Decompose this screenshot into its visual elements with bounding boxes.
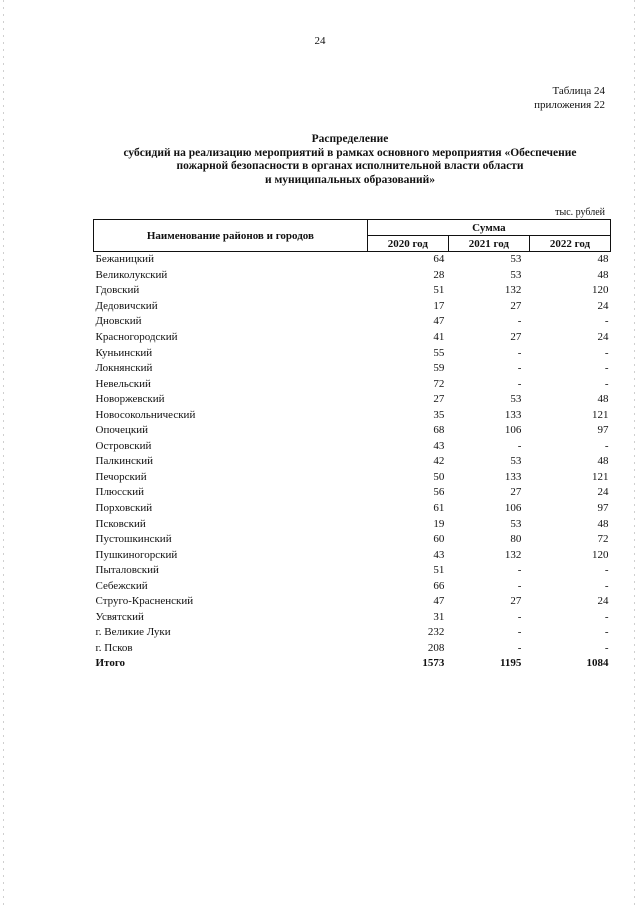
value-2021-cell: 53 xyxy=(510,253,522,266)
district-name-cell: Палкинский xyxy=(95,455,154,468)
table-row xyxy=(94,470,611,486)
district-name-cell: Красногородский xyxy=(95,331,178,343)
district-name-cell: Куньинский xyxy=(95,346,153,359)
value-2020-cell: 56 xyxy=(433,486,445,499)
value-2020-cell: 50 xyxy=(433,470,445,483)
table-row xyxy=(94,423,611,439)
value-2022-cell: 24 xyxy=(597,486,609,499)
title-line-4: и муниципальных образований» xyxy=(264,173,436,186)
district-name-cell: Себежский xyxy=(95,579,148,592)
value-2021-cell: - xyxy=(517,362,522,375)
value-2022-cell: 48 xyxy=(597,455,609,468)
value-2022-cell: - xyxy=(604,626,609,639)
value-2022-cell: 97 xyxy=(597,502,609,515)
header-year-2021: 2021 год xyxy=(448,236,529,252)
value-2020-cell: 17 xyxy=(433,299,445,312)
value-2022-cell: 121 xyxy=(592,408,609,421)
value-2021-cell: 1195 xyxy=(500,657,522,670)
district-name-cell: Итого xyxy=(95,657,126,670)
value-2021-cell: 53 xyxy=(510,268,522,281)
value-2020-cell: 60 xyxy=(433,533,445,546)
table-body xyxy=(94,252,611,672)
value-2022-cell: 48 xyxy=(597,393,609,406)
value-2021-cell: 27 xyxy=(510,595,522,608)
value-2022-cell: - xyxy=(604,377,609,390)
value-2020-cell: 61 xyxy=(433,502,445,515)
value-2022-cell: - xyxy=(604,439,609,452)
scan-margin-left xyxy=(3,0,4,905)
value-2021-cell: 27 xyxy=(510,486,522,499)
table-row xyxy=(94,594,611,610)
district-name-cell: Новоржевский xyxy=(95,393,165,406)
table-row xyxy=(94,268,611,284)
table-row xyxy=(94,361,611,377)
value-2021-cell: - xyxy=(517,564,522,577)
district-name-cell: Плюсский xyxy=(95,486,145,499)
document-title xyxy=(70,133,630,187)
district-name-cell: Гдовский xyxy=(95,284,140,297)
value-2022-cell: - xyxy=(604,610,609,623)
value-2022-cell: - xyxy=(604,346,609,359)
value-2021-cell: 132 xyxy=(504,284,522,297)
value-2020-cell: 43 xyxy=(433,439,445,452)
subsidy-table xyxy=(93,219,611,672)
annex-reference xyxy=(534,84,605,112)
value-2020-cell: 19 xyxy=(433,517,445,530)
district-name-cell: Локнянский xyxy=(95,362,153,375)
title-line-1: Распределение xyxy=(311,133,389,145)
unit-label: тыс. рублей xyxy=(555,207,605,218)
value-2020-cell: 51 xyxy=(433,564,445,577)
value-2021-cell: 133 xyxy=(504,470,522,483)
value-2022-cell: 48 xyxy=(597,517,609,530)
district-name-cell: Дновский xyxy=(95,315,142,328)
district-name-cell: Усвятский xyxy=(95,610,144,623)
value-2021-cell: 106 xyxy=(504,502,522,515)
table-row xyxy=(94,610,611,626)
district-name-cell: Псковский xyxy=(95,517,146,530)
district-name-cell: г. Великие Луки xyxy=(95,626,171,639)
value-2021-cell: - xyxy=(517,610,522,623)
table-row xyxy=(94,283,611,299)
table-row xyxy=(94,376,611,392)
value-2020-cell: 55 xyxy=(433,346,445,359)
value-2022-cell: - xyxy=(604,362,609,375)
value-2022-cell: 24 xyxy=(597,331,609,343)
value-2020-cell: 66 xyxy=(433,579,445,592)
value-2021-cell: - xyxy=(517,579,522,592)
value-2020-cell: 42 xyxy=(433,455,445,468)
table-row xyxy=(94,439,611,455)
table-row xyxy=(94,330,611,346)
value-2022-cell: 120 xyxy=(592,548,609,561)
value-2022-cell: 72 xyxy=(597,533,609,546)
value-2022-cell: - xyxy=(604,641,609,654)
value-2020-cell: 59 xyxy=(433,362,445,375)
value-2021-cell: 27 xyxy=(510,299,522,312)
total-row xyxy=(94,656,611,672)
value-2022-cell: 24 xyxy=(597,299,609,312)
value-2021-cell: - xyxy=(517,377,522,390)
table-row xyxy=(94,299,611,315)
district-name-cell: Опочецкий xyxy=(95,424,148,437)
district-name-cell: Новосокольнический xyxy=(95,408,196,421)
page-number: 24 xyxy=(314,35,326,47)
value-2020-cell: 208 xyxy=(427,641,445,654)
table-row xyxy=(94,407,611,423)
district-name-cell: Дедовичский xyxy=(95,299,158,312)
title-line-3: пожарной безопасности в органах исполнительной власти области xyxy=(176,160,524,172)
table-row xyxy=(94,532,611,548)
value-2021-cell: 53 xyxy=(510,393,522,406)
value-2021-cell: 80 xyxy=(510,533,522,546)
value-2020-cell: 35 xyxy=(433,408,445,421)
district-name-cell: Великолукский xyxy=(95,268,168,281)
table-row xyxy=(94,392,611,408)
value-2020-cell: 47 xyxy=(433,595,445,608)
value-2022-cell: 120 xyxy=(592,284,609,297)
value-2020-cell: 31 xyxy=(433,610,445,623)
district-name-cell: Пушкиногорский xyxy=(95,548,178,561)
header-sum: Сумма xyxy=(367,220,610,236)
title-line-2: субсидий на реализацию мероприятий в рамках основного мероприятия «Обеспечение xyxy=(123,146,577,159)
table-row xyxy=(94,345,611,361)
value-2021-cell: 133 xyxy=(504,408,522,421)
value-2020-cell: 27 xyxy=(433,393,445,406)
value-2020-cell: 68 xyxy=(433,424,445,437)
value-2020-cell: 41 xyxy=(433,331,445,343)
table-row xyxy=(94,485,611,501)
value-2022-cell: - xyxy=(604,564,609,577)
district-name-cell: Печорский xyxy=(95,470,147,483)
table-row xyxy=(94,578,611,594)
value-2020-cell: 232 xyxy=(427,626,445,639)
table-header xyxy=(94,220,611,252)
value-2021-cell: - xyxy=(517,626,522,639)
value-2020-cell: 64 xyxy=(433,253,445,266)
value-2022-cell: 48 xyxy=(597,268,609,281)
annex-table-label: Таблица 24 xyxy=(552,85,605,97)
table-row xyxy=(94,625,611,641)
value-2021-cell: 132 xyxy=(504,548,522,561)
value-2021-cell: 27 xyxy=(510,331,522,343)
table-row xyxy=(94,641,611,657)
table-row xyxy=(94,501,611,517)
value-2021-cell: - xyxy=(517,315,522,328)
table-row xyxy=(94,547,611,563)
district-name-cell: Невельский xyxy=(95,377,151,390)
value-2020-cell: 1573 xyxy=(422,657,445,670)
district-name-cell: Островский xyxy=(95,439,152,452)
annex-appendix-label: приложения 22 xyxy=(534,99,605,111)
value-2022-cell: 121 xyxy=(592,470,609,483)
district-name-cell: Бежаницкий xyxy=(95,253,154,266)
header-year-2020: 2020 год xyxy=(367,236,448,252)
table-row xyxy=(94,454,611,470)
value-2022-cell: 24 xyxy=(597,595,609,608)
table-row xyxy=(94,252,611,268)
value-2020-cell: 51 xyxy=(433,284,445,297)
district-name-cell: Порховский xyxy=(95,502,153,515)
header-district-name: Наименование районов и городов xyxy=(94,220,368,252)
table-row xyxy=(94,563,611,579)
value-2021-cell: 106 xyxy=(504,424,522,437)
district-name-cell: Пыталовский xyxy=(95,564,159,577)
value-2022-cell: 97 xyxy=(597,424,609,437)
value-2022-cell: - xyxy=(604,315,609,328)
district-name-cell: г. Псков xyxy=(95,641,133,654)
value-2021-cell: - xyxy=(517,439,522,452)
value-2020-cell: 28 xyxy=(433,268,445,281)
header-year-2022: 2022 год xyxy=(529,236,610,252)
value-2020-cell: 72 xyxy=(433,377,445,390)
value-2022-cell: - xyxy=(604,579,609,592)
scan-margin-right xyxy=(634,0,635,905)
district-name-cell: Пустошкинский xyxy=(95,533,172,546)
value-2022-cell: 1084 xyxy=(586,657,609,670)
district-name-cell: Струго-Красненский xyxy=(95,595,194,608)
value-2021-cell: - xyxy=(517,641,522,654)
value-2020-cell: 43 xyxy=(433,548,445,561)
value-2021-cell: 53 xyxy=(510,455,522,468)
value-2020-cell: 47 xyxy=(433,315,445,328)
table-row xyxy=(94,314,611,330)
value-2021-cell: - xyxy=(517,346,522,359)
value-2021-cell: 53 xyxy=(510,517,522,530)
value-2022-cell: 48 xyxy=(597,253,609,266)
table-row xyxy=(94,516,611,532)
